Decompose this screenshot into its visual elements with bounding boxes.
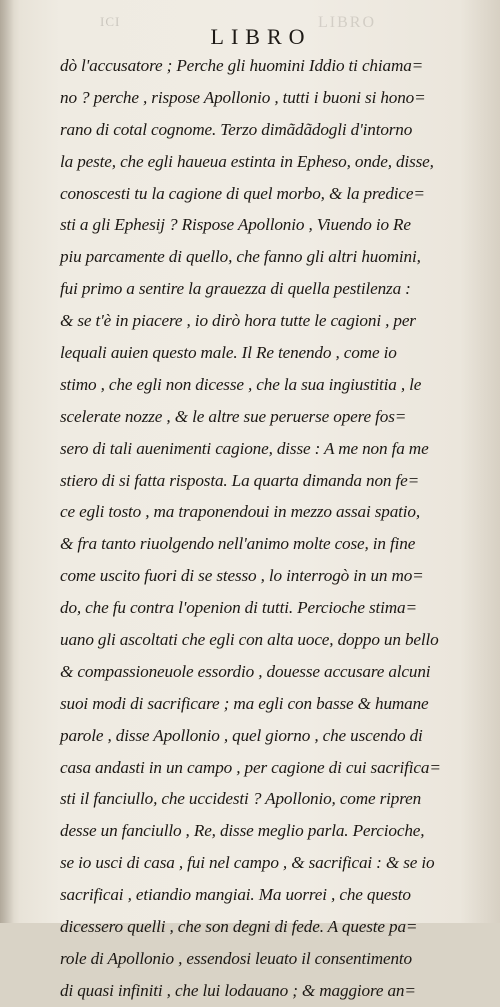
text-line: sacrificai , etiandio mangiai. Ma uorrei , che questo: [60, 885, 411, 905]
gutter-shadow: [0, 0, 14, 923]
text-line: stiero di si fatta risposta. La quarta dimanda non fe=: [60, 470, 420, 490]
text-line: rano di cotal cognome. Terzo dimãdãdogli d'intorno: [60, 119, 413, 139]
text-line: role di Apollonio , essendosi leuato il consentimento: [60, 948, 412, 968]
text-line: fui primo a sentire la grauezza di quella pestilenza :: [60, 279, 411, 299]
text-line: conoscesti tu la cagione di quel morbo, & la predice=: [60, 183, 425, 203]
text-line: scelerate nozze , & le altre sue peruerse opere fos=: [60, 406, 407, 426]
text-line: sti il fanciullo, che uccidesti ? Apollonio, come ripren: [60, 789, 422, 809]
text-line: sti a gli Ephesij ? Rispose Apollonio , Viuendo io Re: [60, 215, 411, 235]
text-line: no ? perche , rispose Apollonio , tutti i buoni si hono=: [60, 87, 426, 107]
text-line: stimo , che egli non dicesse , che la sua ingiustitia , le: [60, 374, 422, 394]
text-line: do, che fu contra l'openion di tutti. Percioche stima=: [60, 598, 417, 618]
text-line: dicessero quelli , che son degni di fede. A queste pa=: [60, 917, 418, 937]
text-line: piu parcamente di quello, che fanno gli altri huomini,: [60, 247, 421, 267]
text-line: sero di tali auenimenti cagione, disse : A me non fa me: [60, 438, 429, 458]
bleed-through-text-right: LIBRO: [318, 14, 376, 31]
text-line: come uscito fuori di se stesso , lo interrogò in un mo=: [60, 566, 424, 586]
text-line: & se t'è in piacere , io dirò hora tutte le cagioni , per: [60, 311, 416, 331]
running-head: LIBRO: [210, 24, 312, 49]
text-line: parole , disse Apollonio , quel giorno , che uscendo di: [60, 725, 423, 745]
text-line: desse un fanciullo , Re, disse meglio parla. Percioche,: [60, 821, 425, 841]
text-line: lequali auien questo male. Il Re tenendo , come io: [60, 343, 397, 363]
text-line: & fra tanto riuolgendo nell'animo molte cose, in fine: [60, 534, 416, 554]
text-line: casa andasti in un campo , per cagione di cui sacrifica=: [60, 757, 441, 777]
bleed-through-text-left: ICI: [100, 14, 121, 29]
text-line: & compassioneuole essordio , douesse accusare alcuni: [60, 661, 431, 681]
text-line: se io usci di casa , fui nel campo , & sacrificai : & se io: [60, 853, 435, 873]
body-text: [60, 50, 460, 1007]
text-line: di quasi infiniti , che lui lodauano ; & maggiore an=: [60, 980, 416, 1000]
text-line: la peste, che egli haueua estinta in Epheso, onde, disse,: [60, 151, 434, 171]
text-line: suoi modi di sacrificare ; ma egli con basse & humane: [60, 693, 429, 713]
text-line: dò l'accusatore ; Perche gli huomini Iddio ti chiama=: [60, 56, 424, 75]
text-line: uano gli ascoltati che egli con alta uoce, doppo un bello: [60, 630, 439, 650]
text-line: ce egli tosto , ma traponendoui in mezzo assai spatio,: [60, 502, 420, 522]
